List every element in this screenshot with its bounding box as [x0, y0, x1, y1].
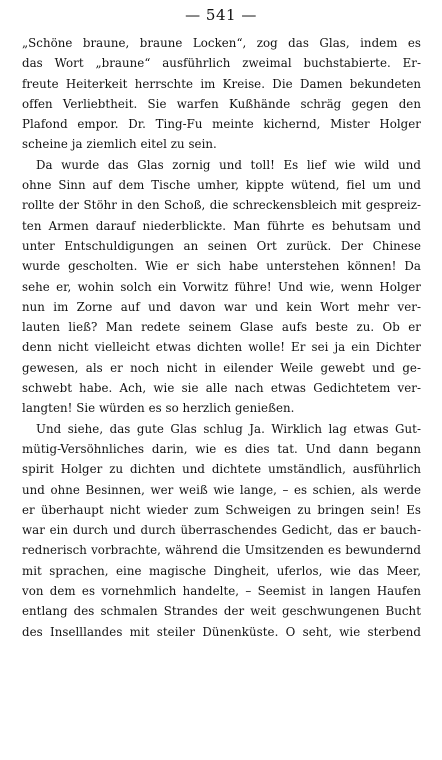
text-line: rollte der Stöhr in den Schoß, die schreckensbleich mit gespreiz- [22, 198, 421, 213]
text-line: das Wort „braune“ ausführlich zweimal buchstabierte. Er- [22, 56, 421, 71]
text-line: freute Heiterkeit herrschte im Kreise. Die Damen bekundeten [22, 76, 421, 91]
text-line: rednerisch vorbrachte, während die Umsitzenden es bewundernd [22, 543, 421, 558]
text-line: wurde gescholten. Wie er sich habe unterstehen können! Da [22, 259, 421, 274]
text-line: Da wurde das Glas zornig und toll! Es lief wie wild und [36, 157, 421, 172]
text-line: lauten ließ? Man redete seinem Glase aufs beste zu. Ob er [22, 320, 421, 335]
text-line: gewesen, als er noch nicht in eilender Weile gewebt und ge- [22, 360, 421, 375]
text-line: ohne Sinn auf dem Tische umher, kippte wütend, fiel um und [22, 178, 421, 193]
text-line: „Schöne braune, braune Locken“, zog das Glas, indem es [22, 36, 421, 50]
text-line: schwebt habe. Ach, wie sie alle nach etwas Gedichtetem ver- [22, 381, 421, 396]
text-line: langten! Sie würden es so herzlich genießen. [22, 401, 295, 416]
text-line: scheine ja ziemlich eitel zu sein. [22, 137, 217, 152]
text-line: entlang des schmalen Strandes der weit geschwungenen Bucht [22, 604, 421, 619]
text-line: des Inselllandes mit steiler Dünenküste. O seht, wie sterbend [22, 624, 421, 639]
text-line: von dem es vornehmlich handelte, – Seemist in langen Haufen [22, 584, 421, 599]
text-line: war ein durch und durch überraschendes Gedicht, das er bauch- [22, 523, 421, 538]
text-line: und ohne Besinnen, wer weiß wie lange, – es schien, als werde [22, 482, 421, 497]
text-line: mütig-Versöhnliches darin, wie es dies tat. Und dann begann [22, 441, 421, 456]
page-number: — 541 — [185, 6, 257, 24]
text-line: denn nicht vielleicht etwas dichten wolle! Er sei ja ein Dichter [22, 340, 421, 355]
text-line: offen Verliebtheit. Sie warfen Kußhände schräg gegen den [22, 96, 421, 111]
text-line: Plafond empor. Dr. Ting-Fu meinte kichernd, Mister Holger [22, 117, 421, 132]
text-line: unter Entschuldigungen an seinen Ort zurück. Der Chinese [22, 238, 421, 253]
text-line: er überhaupt nicht wieder zum Schweigen zu bringen sein! Es [22, 502, 421, 517]
text-line: mit sprachen, eine magische Dingheit, uferlos, wie das Meer, [22, 563, 421, 578]
text-line: spirit Holger zu dichten und dichtete umständlich, ausführlich [22, 462, 421, 477]
text-line: nun im Zorne auf und davon war und kein Wort mehr ver- [22, 299, 421, 314]
body-text [22, 33, 421, 642]
text-line: sehe er, wohin solch ein Vorwitz führe! Und wie, wenn Holger [22, 279, 421, 294]
text-line: ten Armen darauf niederblickte. Man führte es behutsam und [22, 218, 421, 233]
text-line: Und siehe, das gute Glas schlug Ja. Wirklich lag etwas Gut- [36, 421, 421, 436]
